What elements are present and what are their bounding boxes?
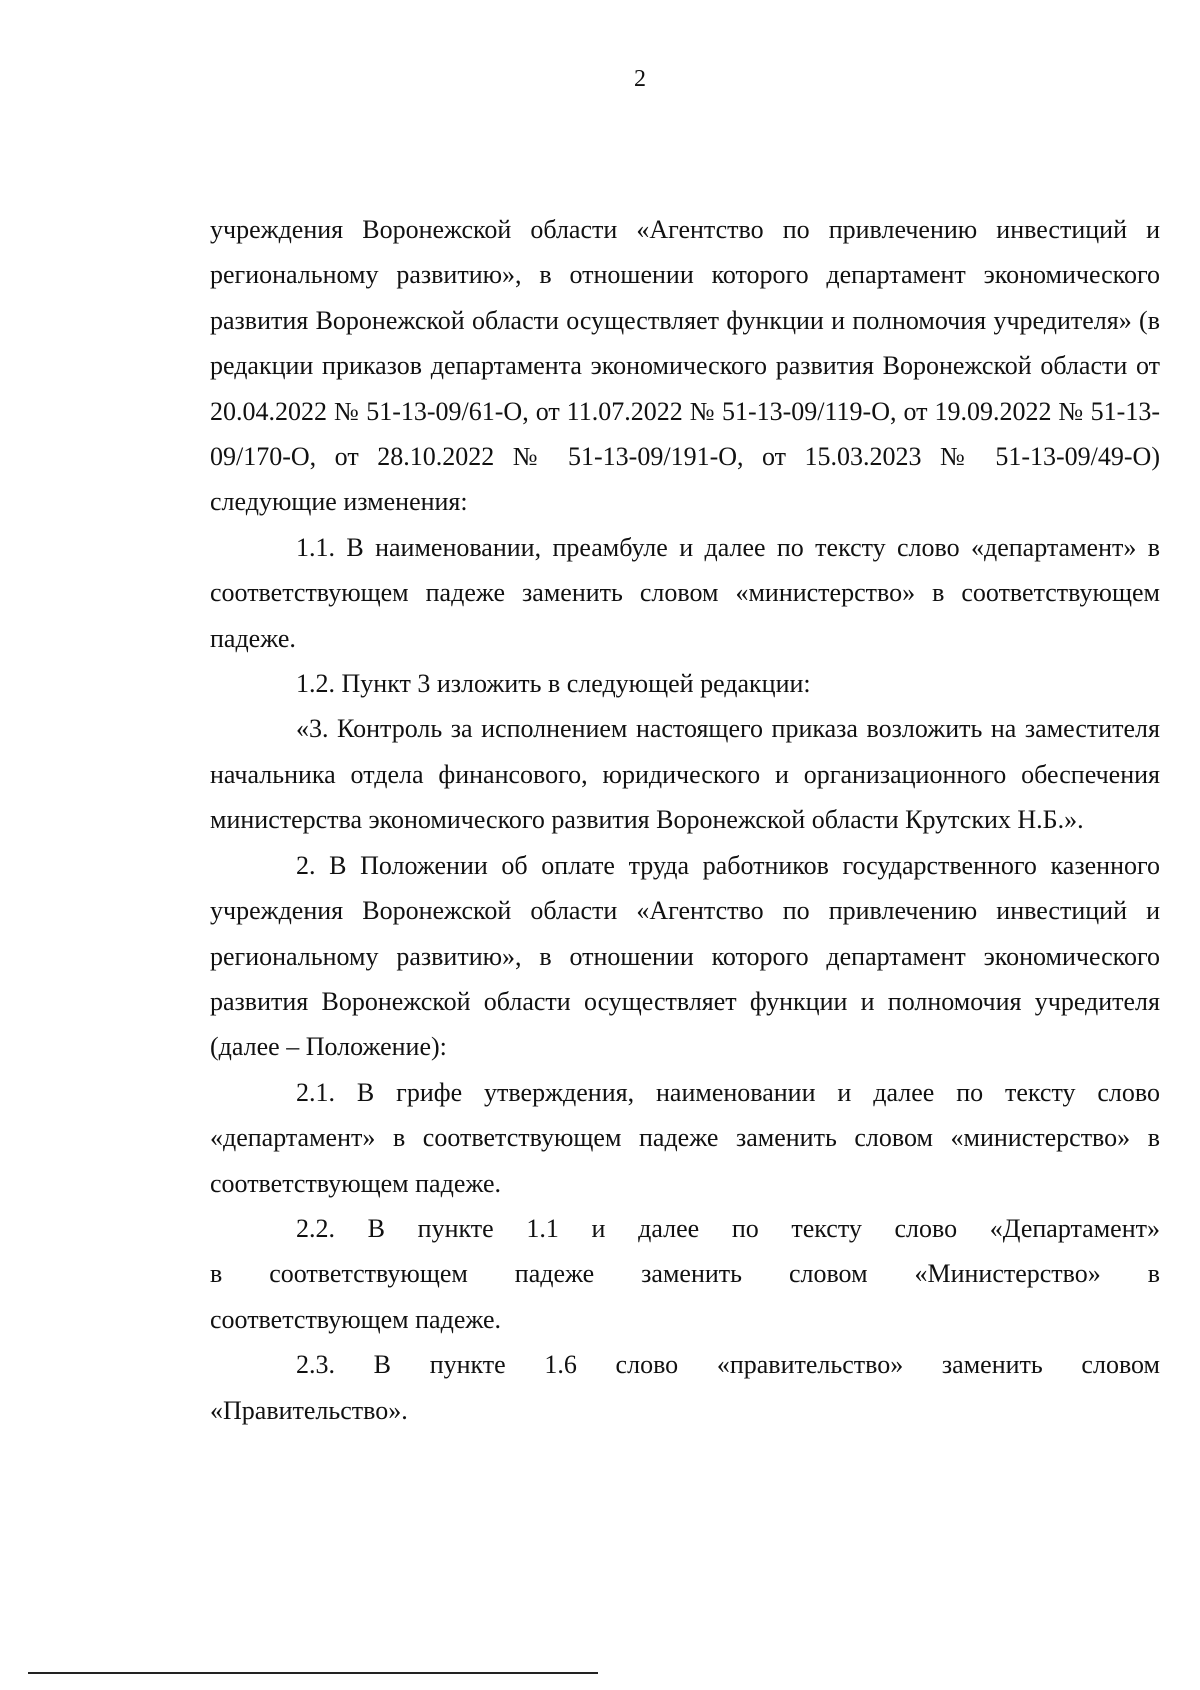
paragraph-2: 2. В Положении об оплате труда работников государственного казенного учреждения Воронежской области «Агентство по привлечению инвестиций и региональному развитию», в отношении которого департамент экономического развития Воронежской области осуществляет функции и полномочия учредителя (далее – Положение): (210, 850, 1160, 1062)
paragraph-2-3-line-1: 2.3. В пункте 1.6 слово «правительство» заменить словом (296, 1350, 1160, 1380)
paragraph-2-2-line-1: 2.2. В пункте 1.1 и далее по тексту слово «Департамент» (296, 1213, 1160, 1243)
page-number: 2 (634, 66, 646, 92)
paragraph-2-3-line-2: «Правительство». (210, 1395, 408, 1425)
paragraph-2-2-line-3: соответствующем падеже. (210, 1304, 502, 1334)
paragraph-quoted-item-3: «3. Контроль за исполнением настоящего приказа возложить на заместителя начальника отдела финансового, юридического и организационного обеспечения министерства экономического развития Воронежской области Крутских Н.Б.». (210, 714, 1160, 835)
document-body (210, 207, 1160, 1433)
paragraph-1-1: 1.1. В наименовании, преамбуле и далее по тексту слово «департамент» в соответствующем падеже заменить словом «министерство» в соответствующем падеже. (210, 532, 1160, 653)
paragraph-intro-continuation: учреждения Воронежской области «Агентство по привлечению инвестиций и региональному развитию», в отношении которого департамент экономического развития Воронежской области осуществляет функции и полномочия учредителя» (в редакции приказов департамента экономического развития Воронежской области от 20.04.2022 № 51-13-09/61-О, от 11.07.2022 № 51-13-09/119-О, от 19.09.2022 № 51-13-09/170-О, от 28.10.2022 № 51-13-09/191-О, от 15.03.2023 № 51-13-09/49-О) следующие изменения: (210, 215, 1160, 517)
paragraph-1-2: 1.2. Пункт 3 изложить в следующей редакции: (296, 669, 811, 699)
paragraph-2-1: 2.1. В грифе утверждения, наименовании и далее по тексту слово «департамент» в соответствующем падеже заменить словом «министерство» в соответствующем падеже. (210, 1077, 1160, 1198)
footer-divider (28, 1672, 598, 1674)
paragraph-2-2-line-2: в соответствующем падеже заменить словом «Министерство» в (210, 1259, 1160, 1289)
